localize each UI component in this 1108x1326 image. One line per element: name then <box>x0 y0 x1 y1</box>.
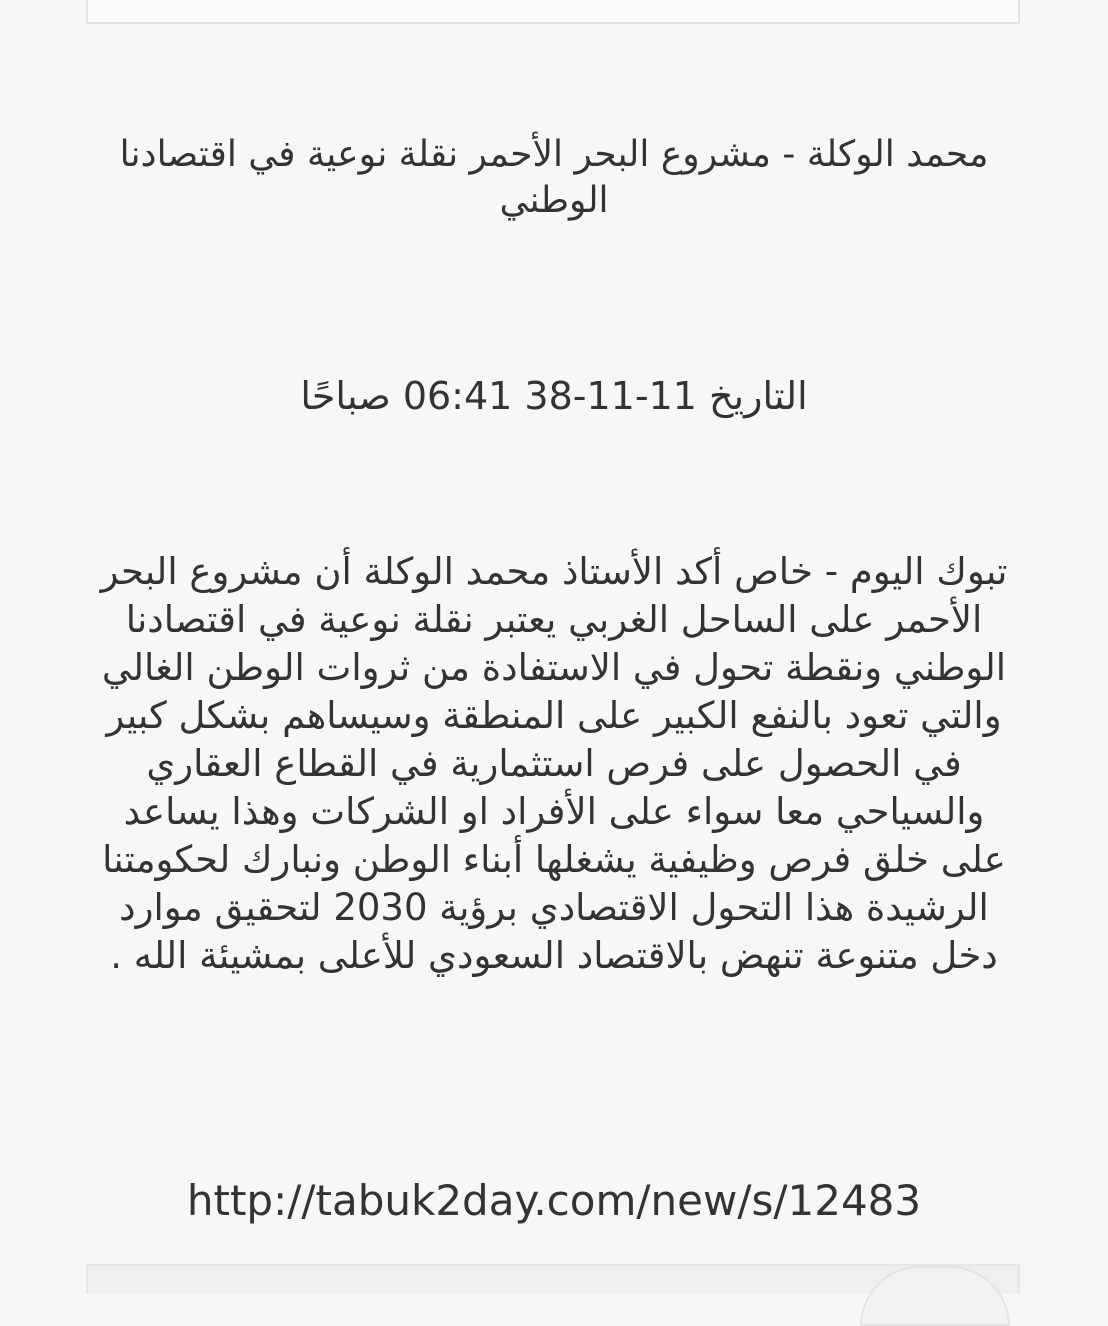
top-card <box>86 0 1020 24</box>
article-link[interactable]: http://tabuk2day.com/new/s/12483 <box>186 1176 922 1225</box>
article-title: محمد الوكلة - مشروع البحر الأحمر نقلة نوعية في اقتصادنا الوطني <box>119 134 989 221</box>
article-body: تبوك اليوم - خاص أكد الأستاذ محمد الوكلة أن مشروع البحر الأحمر على الساحل الغربي يعتبر نقلة نوعية في اقتصادنا الوطني ونقطة تحول في الاستفادة من ثروات الوطن الغالي والتي تعود بالنفع الكبير على المنطقة وسيساهم بشكل كبير في الحصول على فرص استثمارية في القطاع العقاري والسياحي معا سواء على الأفراد او الشركات وهذا يساعد على خلق فرص وظيفية يشغلها أبناء الوطن ونبارك لحكومتنا الرشيدة هذا التحول الاقتصادي برؤية 2030 لتحقيق موارد دخل متنوعة تنهض بالاقتصاد السعودي للأعلى بمشيئة الله . <box>100 550 1008 977</box>
article-date: التاريخ 11-11-38 06:41 صباحًا <box>300 374 808 418</box>
